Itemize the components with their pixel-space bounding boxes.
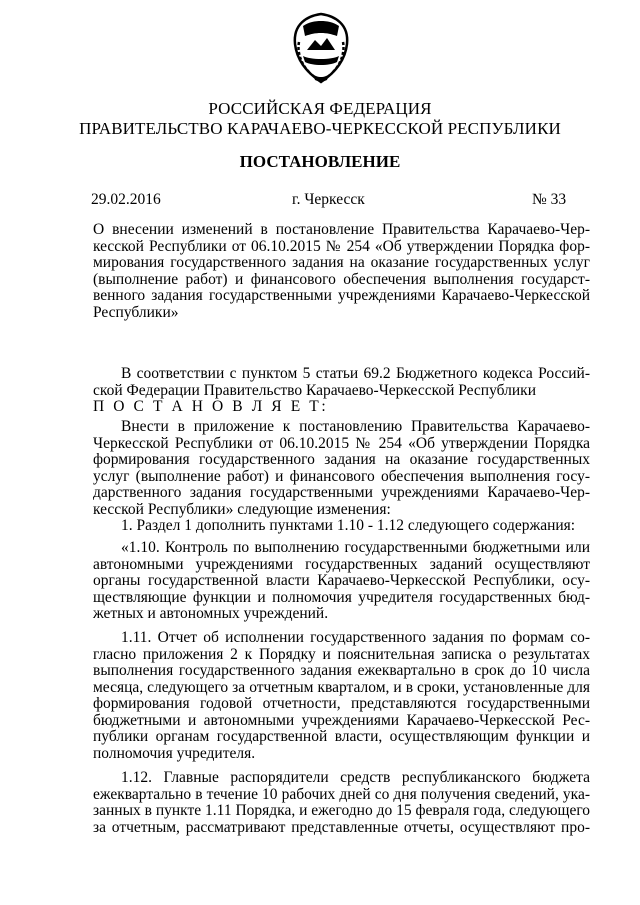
intro-line: услуг (выполнение работ) и финансового обеспечения выполнения госу- (93, 467, 590, 485)
subject-line: (выполнение работ) и финансового обеспечения выполнения государст- (93, 270, 590, 288)
intro-line: кесской Республики» следующие изменения: (93, 500, 391, 518)
paragraph-line: ществляющие функции и полномочия учредителя государственных бюд- (93, 588, 590, 606)
subject-line: мирования государственного задания на оказание государственных услуг (93, 254, 590, 271)
decree-word: П О С Т А Н О В Л Я Е Т: (93, 398, 329, 415)
paragraph-line: «1.10. Контроль по выполнению государственными бюджетными или (121, 539, 590, 556)
preamble-line: В соответствии с пунктом 5 статьи 69.2 Бюджетного кодекса Россий- (121, 365, 590, 382)
document-type-title: ПОСТАНОВЛЕНИЕ (239, 152, 401, 171)
subject-block (93, 222, 590, 321)
paragraph-line: органы государственной власти Карачаево-Черкесской Республики, осу- (93, 572, 590, 589)
item-1-line: 1. Раздел 1 дополнить пунктами 1.10 - 1.12 следующего содержания: (121, 517, 576, 534)
paragraph-line: 1.11. Отчет об исполнении государственного задания по формам со- (121, 629, 590, 646)
paragraph-line: месяца, следующего за отчетным кварталом, и в сроки, установленные для (93, 678, 590, 696)
paragraph-1-11 (93, 630, 590, 762)
paragraph-line: полномочия учредителя. (93, 744, 256, 762)
intro-line: дарственного задания государственными учреждениями Карачаево-Чер- (93, 484, 590, 501)
paragraph-line: выполнения государственного задания ежеквартально в срок до 10 числа (93, 662, 590, 679)
subject-line: кесской Республики от 06.10.2015 № 254 «Об утверждении Порядка фор- (93, 237, 590, 255)
intro-line: Черкесской Республики от 06.10.2015 № 254 «Об утверждении Порядка (93, 434, 590, 452)
intro-line: формирования государственного задания на оказание государственных (93, 451, 590, 468)
subject-line: О внесении изменений в постановление Правительства Карачаево-Чер- (93, 221, 590, 238)
government-heading: ПРАВИТЕЛЬСТВО КАРАЧАЕВО-ЧЕРКЕССКОЙ РЕСПУБЛИКИ (79, 119, 561, 138)
intro-line: Внести в приложение к постановлению Правительства Карачаево- (121, 418, 590, 435)
document-city: г. Черкесск (292, 191, 365, 208)
paragraph-1-12 (93, 770, 590, 836)
paragraph-line: жетных и автономных учреждений. (93, 605, 329, 622)
coat-of-arms-emblem (289, 12, 353, 86)
document-number: № 33 (532, 191, 567, 208)
document-date: 29.02.2016 (91, 191, 161, 208)
paragraph-line: ежеквартально в течение 10 рабочих дней со дня получения сведений, ука- (93, 785, 590, 803)
paragraph-line: формирования годовой отчетности, представляются государственными (93, 695, 590, 712)
paragraph-1-10 (93, 540, 590, 623)
preamble-block (93, 366, 590, 416)
paragraph-line: автономными учреждениями государственных заданий осуществляют (93, 555, 590, 573)
paragraph-line: занных в пункте 1.11 Порядка, и ежегодно до 15 февраля года, следующего (93, 802, 591, 819)
intro-block (93, 419, 590, 535)
paragraph-line: публики органам государственной власти, осуществляющим функции и (93, 728, 590, 745)
paragraph-line: за отчетным, рассматривают представленные отчеты, осуществляют про- (93, 818, 590, 836)
preamble-line: ской Федерации Правительство Карачаево-Черкесской Республики (93, 381, 536, 399)
subject-line: Республики» (93, 303, 179, 321)
country-heading: РОССИЙСКАЯ ФЕДЕРАЦИЯ (208, 99, 432, 118)
subject-line: венного задания государственными учреждениями Карачаево-Черкесской (93, 287, 590, 304)
paragraph-line: гласно приложения 2 к Порядку и пояснительная записка о результатах (93, 645, 590, 663)
paragraph-line: бюджетными и автономными учреждениями Карачаево-Черкесской Рес- (93, 711, 590, 729)
paragraph-line: 1.12. Главные распорядители средств республиканского бюджета (121, 769, 590, 786)
